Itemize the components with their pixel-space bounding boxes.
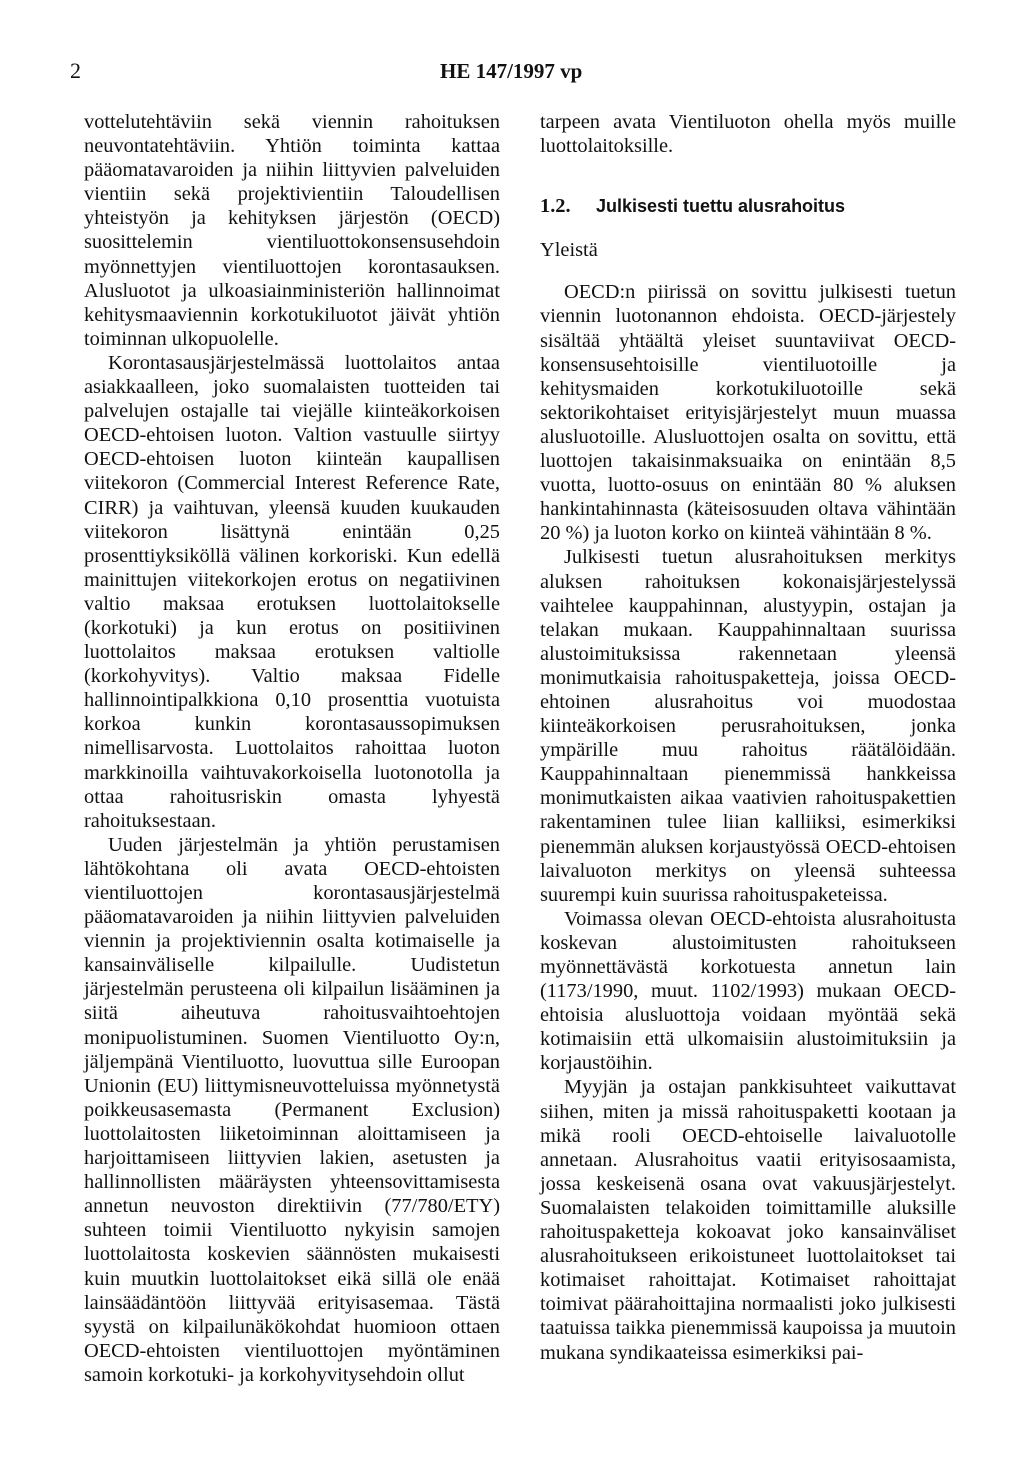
section-heading: [540, 194, 956, 218]
document-id: HE 147/1997 vp: [440, 59, 583, 83]
subheading: Yleistä: [540, 239, 598, 262]
paragraph: Myyjän ja ostajan pankkisuhteet vaikuttavat siihen, miten ja missä rahoituspaketti kootaan ja mikä rooli OECD-ehtoiselle laivaluotolle annetaan. Alusrahoitus vaatii erityisosaamista, jossa keskeisenä osana ovat vakuusjärjestelyt. Suomalaisten telakoiden toimittamille aluksille rahoituspaketteja kokoavat joko kansainväliset alusrahoitukseen erikoistuneet luottolaitokset tai kotimaiset rahoittajat. Kotimaiset rahoittajat toimivat päärahoittajina normaalisti joko julkisesti taatuissa taikka pienemmissä kaupoissa ja muutoin mukana syndikaateissa esimerkiksi pai-: [540, 1076, 956, 1364]
paragraph: Uuden järjestelmän ja yhtiön perustamisen lähtökohtana oli avata OECD-ehtoisten vientiluottojen korontasausjärjestelmä pääomatavaroiden ja niihin liittyvien palveluiden viennin ja projektiviennin osalta kotimaiselle ja kansainväliselle kilpailulle. Uudistetun järjestelmän perusteena oli kilpailun lisääminen ja siitä aiheutuva rahoitusvaihtoehtojen monipuolistuminen. Suomen Vientiluotto Oy:n, jäljempänä Vientiluotto, luovuttua sille Euroopan Unionin (EU) liittymisneuvotteluissa myönnetystä poikkeusasemasta (Permanent Exclusion) luottolaitosten liiketoiminnan aloittamiseen ja harjoittamiseen liittyvien lakien, asetusten ja hallinnollisten määräysten yhteensovittamisesta annetun neuvoston direktiivin (77/780/ETY) suhteen toimii Vientiluotto nykyisin samojen luottolaitosta koskevien säännösten mukaisesti kuin muutkin luottolaitokset eikä sillä ole enää lainsäädäntöön liittyvää erityisasemaa. Tästä syystä on kilpailunäkökohdat huomioon ottaen OECD-ehtoisten vientiluottojen myöntäminen samoin korkotuki- ja korkohyvitysehdoin ollut: [84, 833, 500, 1386]
paragraph: Voimassa olevan OECD-ehtoista alusrahoitusta koskevan alustoimitusten rahoitukseen myönnettävästä korkotuesta annetun lain (1173/1990, muut. 1102/1993) mukaan OECD-ehtoisia alusluottoja voidaan myöntää sekä kotimaisiin että ulkomaisiin alustoimituksiin ja korjaustöihin.: [540, 907, 956, 1075]
right-column: [540, 110, 956, 1365]
paragraph: tarpeen avata Vientiluoton ohella myös muille luottolaitoksille.: [540, 111, 956, 158]
paragraph: Korontasausjärjestelmässä luottolaitos antaa asiakkaalleen, joko suomalaisten tuotteiden tai palvelujen ostajalle tai viejälle kiinteäkorkoisen OECD-ehtoisen luoton. Valtion vastuulle siirtyy OECD-ehtoisen luoton kiinteän kaupallisen viitekoron (Commercial Interest Reference Rate, CIRR) ja vaihtuvan, yleensä kuuden kuukauden viitekoron lisättynä enintään 0,25 prosenttiyksiköllä välinen korkoriski. Kun edellä mainittujen viitekorkojen erotus on negatiivinen valtio maksaa erotuksen luottolaitokselle (korkotuki) ja kun erotus on positiivinen luottolaitos maksaa erotuksen valtiolle (korkohyvitys). Valtio maksaa Fidelle hallinnointipalkkiona 0,10 prosenttia vuotuista korkoa kunkin korontasaussopimuksen nimellisarvosta. Luottolaitos rahoittaa luoton markkinoilla vaihtuvakorkoisella luotonotolla ja ottaa rahoitusriskin omasta lyhyestä rahoituksestaan.: [84, 351, 500, 832]
section-number: 1.2.: [540, 195, 571, 218]
section-title: Julkisesti tuettu alusrahoitus: [596, 196, 846, 217]
paragraph: vottelutehtäviin sekä viennin rahoituksen neuvontatehtäviin. Yhtiön toiminta kattaa pääomatavaroiden ja niihin liittyvien palveluiden vientiin sekä projektivientiin Taloudellisen yhteistyön ja kehityksen järjestön (OECD) suosittelemin vientiluottokonsensusehdoin myönnettyjen vientiluottojen korontasauksen. Alusluotot ja ulkoasiainministeriön hallinnoimat kehitysmaaviennin korkotukiluotot jäivät yhtiön toiminnan ulkopuolelle.: [84, 111, 500, 350]
paragraph: Julkisesti tuetun alusrahoituksen merkitys aluksen rahoituksen kokonaisjärjestelyssä vaihtelee kauppahinnan, alustyypin, ostajan ja telakan mukaan. Kauppahinnaltaan suurissa alustoimituksissa rakennetaan yleensä monimutkaisia rahoituspaketteja, joissa OECD-ehtoinen alusrahoitus voi muodostaa kiinteäkorkoisen perusrahoituksen, jonka ympärille muu rahoitus räätälöidään. Kauppahinnaltaan pienemmissä hankkeissa monimutkaisten aikaa vaativien rahoituspakettien rakentaminen tulee liian kalliiksi, esimerkiksi pienemmän aluksen korjaustyössä OECD-ehtoisen laivaluoton merkitys on yleensä suhteessa suurempi kuin suurissa rahoituspaketeissa.: [540, 546, 956, 906]
page-number: 2: [70, 58, 81, 83]
page-header: [70, 56, 970, 88]
paragraph: OECD:n piirissä on sovittu julkisesti tuetun viennin luotonannon ehdoista. OECD-järjestely sisältää yhtäältä yleiset suuntaviivat OECD-konsensusehtoisille vientiluotoille ja kehitysmaiden korkotukiluotoille sekä sektorikohtaiset erityisjärjestelyt muun muassa alusluotoille. Alusluottojen osalta on sovittu, että luottojen takaisinmaksuaika on enintään 8,5 vuotta, luotto-osuus on enintään 80 % aluksen hankintahinnasta (käteisosuuden oltava vähintään 20 %) ja luoton korko on kiinteä vähintään 8 %.: [540, 281, 956, 545]
left-column: [84, 110, 500, 1387]
